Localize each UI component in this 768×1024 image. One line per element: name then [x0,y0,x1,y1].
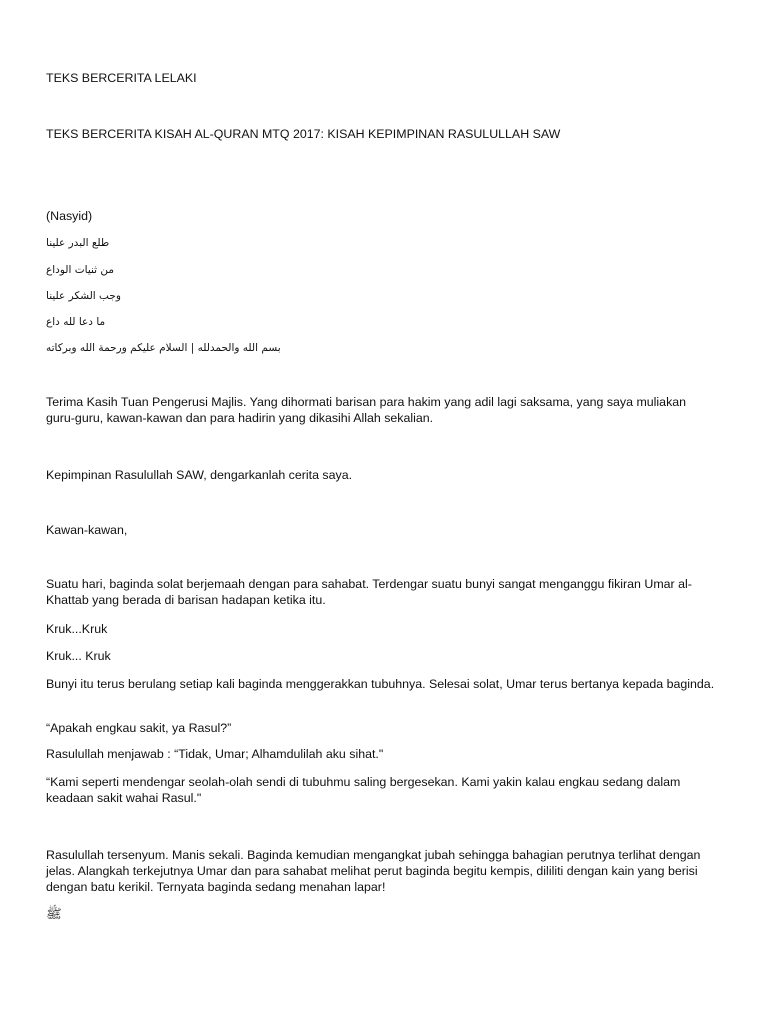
paragraph-story-2: Bunyi itu terus berulang setiap kali baginda menggerakkan tubuhnya. Selesai solat, Umar terus bertanya kepada baginda. [46,677,715,691]
arabic-line-3: وجب الشكر علينا [46,290,121,302]
line-kawan: Kawan-kawan, [46,523,128,537]
paragraph-story-3: “Kami seperti mendengar seolah-olah sendi di tubuhmu saling bergesekan. Kami yakin kalau engkau sedang dalam keadaan sakit wahai Rasul." [46,775,681,805]
arabic-line-4: ما دعا لله داع [46,316,106,328]
quote-rasul: Rasulullah menjawab : “Tidak, Umar; Alhamdulilah aku sihat." [46,747,384,761]
arabic-line-1: طلع البدر علينا [46,237,110,249]
paragraph-story-4: Rasulullah tersenyum. Manis sekali. Baginda kemudian mengangkat jubah sehingga bahagian perutnya terlihat dengan jelas. Alangkah terkejutnya Umar dan para sahabat melihat perut baginda begitu kempis, dililiti dengan kain yang berisi dengan batu kerikil. Ternyata baginda sedang menahan lapar! [46,848,701,894]
quote-umar: “Apakah engkau sakit, ya Rasul?” [46,721,232,735]
sound-line-2: Kruk... Kruk [46,649,111,663]
sound-line-1: Kruk...Kruk [46,622,108,636]
line-kepimpinan: Kepimpinan Rasulullah SAW, dengarkanlah cerita saya. [46,468,353,482]
arabic-line-5: بسم الله والحمدلله | السلام عليكم ورحمة الله وبركاته [46,342,281,354]
paragraph-greeting: Terima Kasih Tuan Pengerusi Majlis. Yang dihormati barisan para hakim yang adil lagi saksama, yang saya muliakan guru-guru, kawan-kawan dan para hadirin yang dikasihi Allah sekalian. [46,395,687,425]
salawat-glyph: ﷺ [46,906,62,921]
arabic-line-2: من ثنيات الوداع [46,264,115,276]
nasyid-label: (Nasyid) [46,209,93,223]
paragraph-story-1: Suatu hari, baginda solat berjemaah dengan para sahabat. Terdengar suatu bunyi sangat menganggu fikiran Umar al-Khattab yang berada di barisan hadapan ketika itu. [46,577,692,607]
doc-subtitle: TEKS BERCERITA KISAH AL-QURAN MTQ 2017: KISAH KEPIMPINAN RASULULLAH SAW [46,127,561,141]
doc-title: TEKS BERCERITA LELAKI [46,71,197,85]
